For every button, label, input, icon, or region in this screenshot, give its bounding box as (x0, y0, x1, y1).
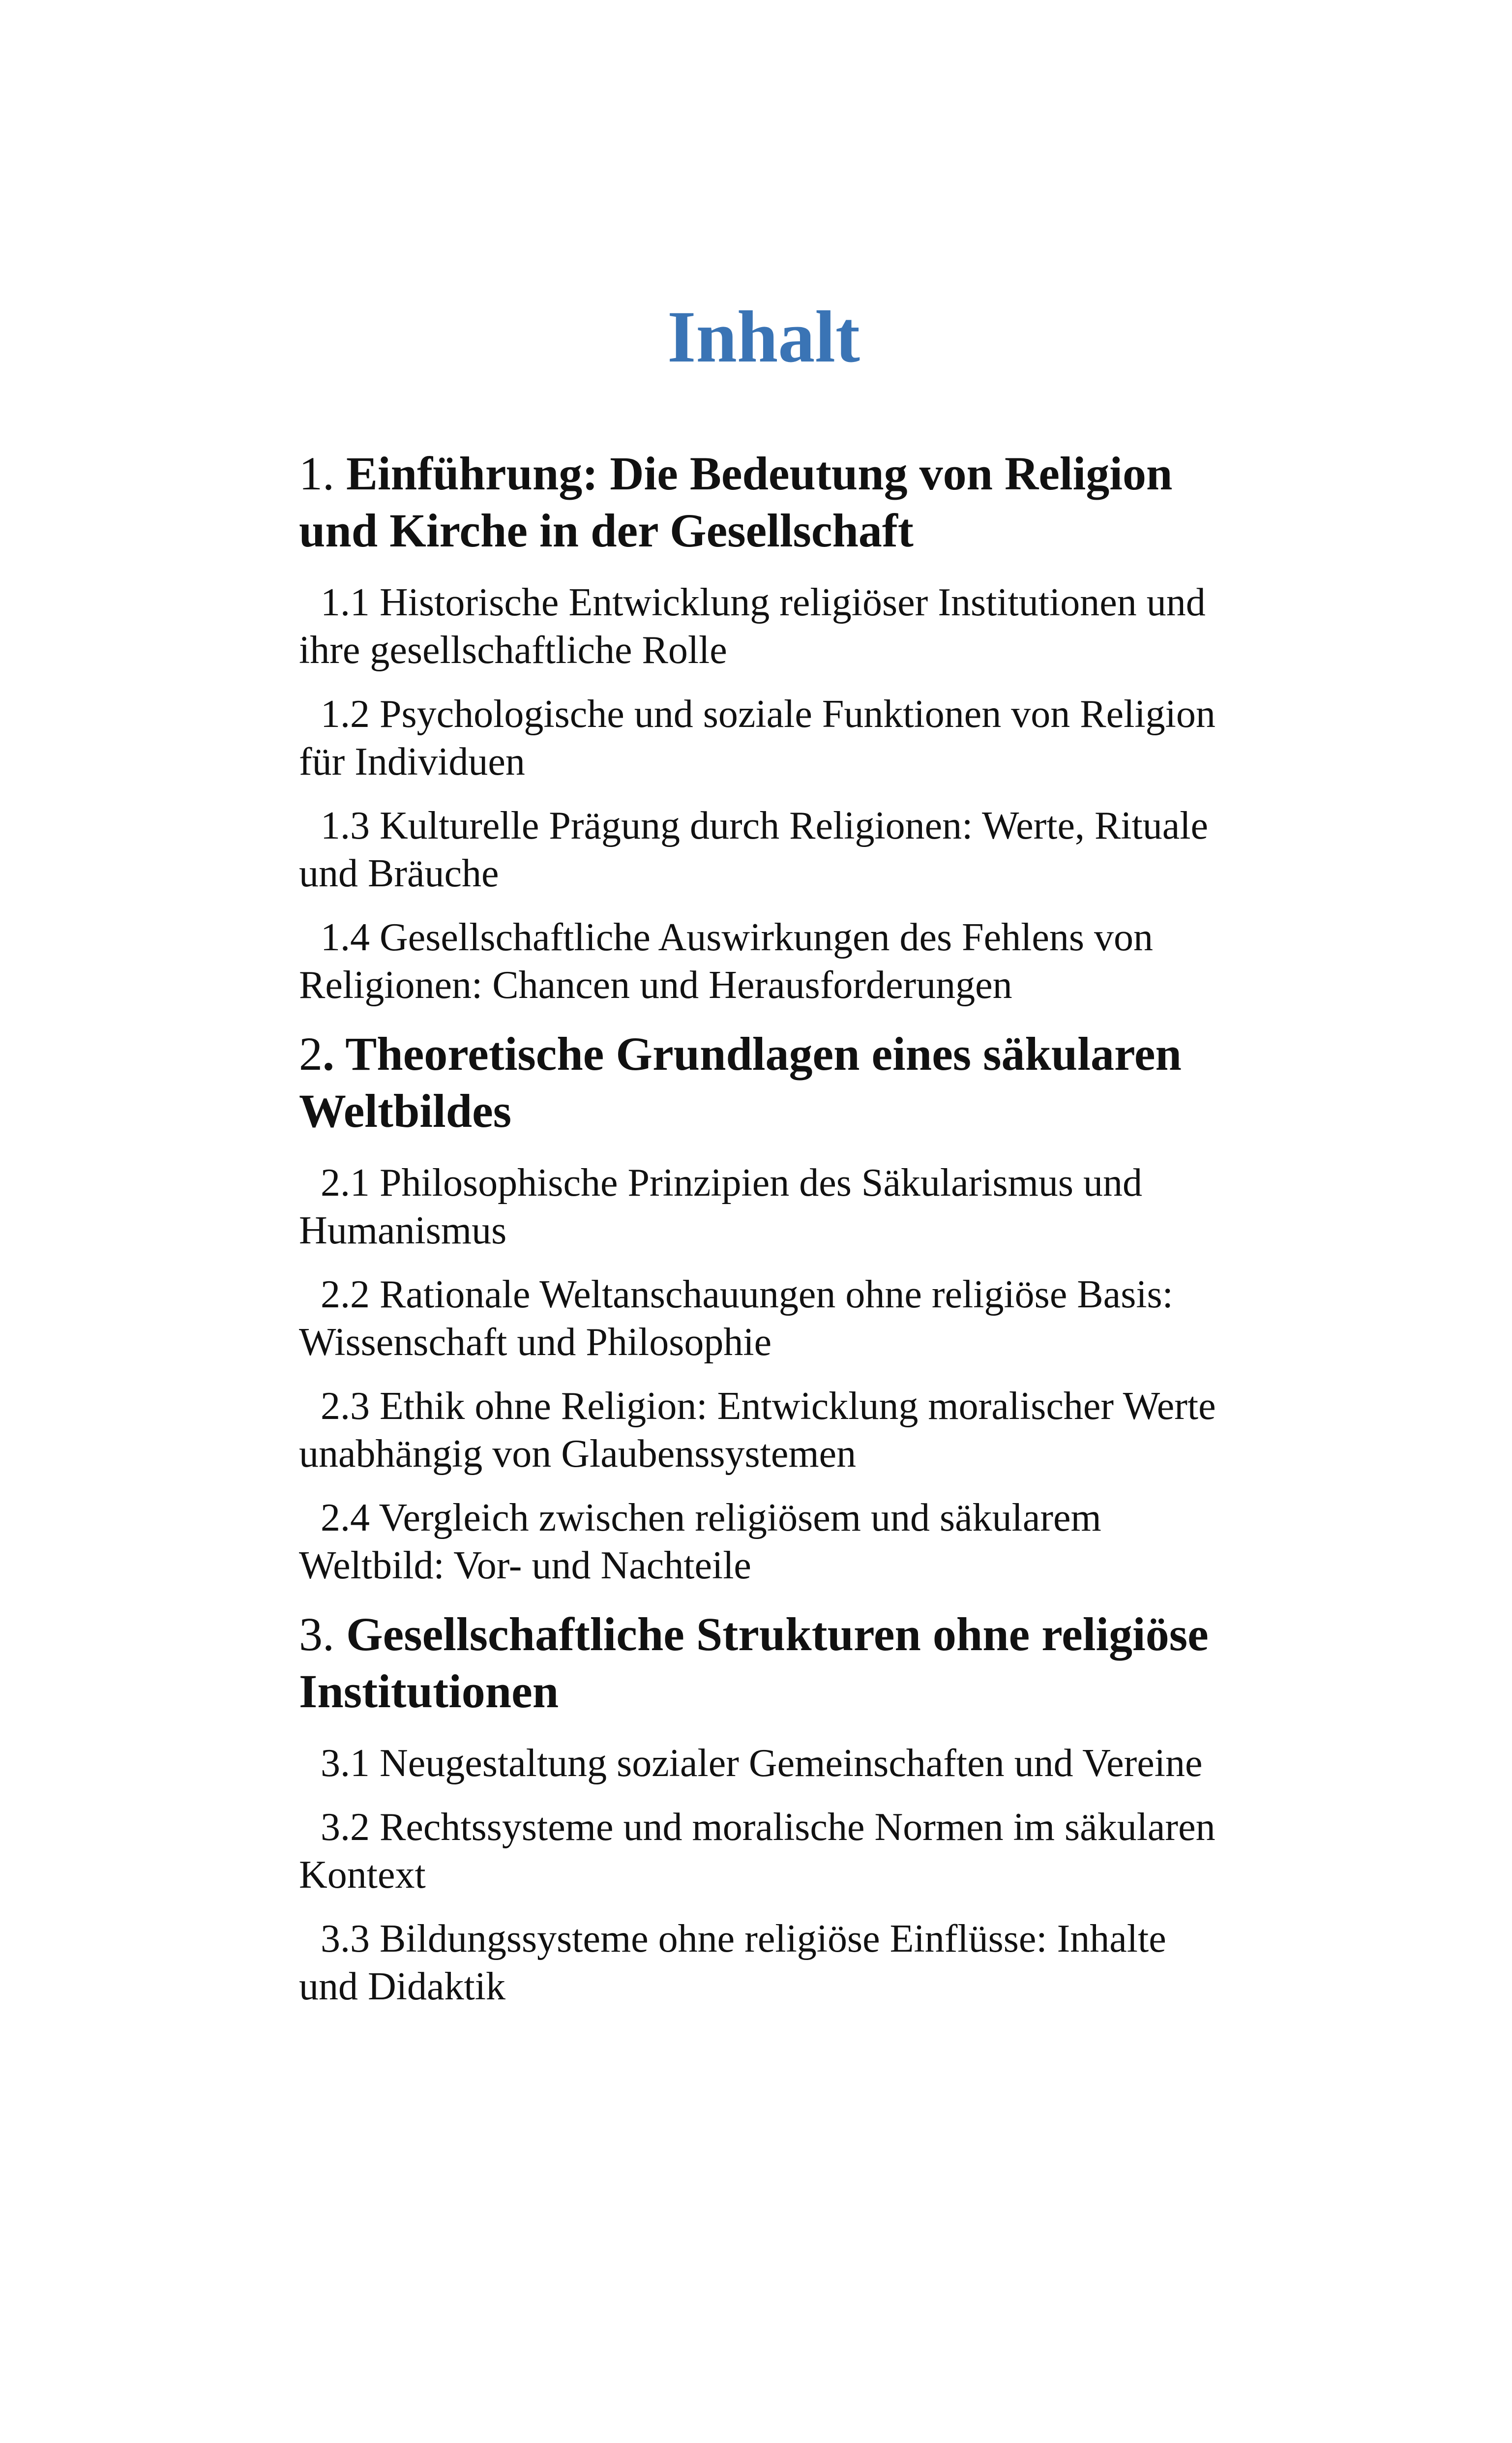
toc-entry[interactable]: 3.3 Bildungssysteme ohne religiöse Einflüsse: Inhalte und Didaktik (299, 1917, 1166, 2008)
toc-chapter-3 (299, 1606, 1233, 2011)
toc-entry[interactable]: 3.2 Rechtssysteme und moralische Normen im säkularen Kontext (299, 1806, 1216, 1897)
chapter-number: 1. (299, 447, 334, 500)
toc-entry[interactable]: 1.4 Gesellschaftliche Auswirkungen des Fehlens von Religionen: Chancen und Herausforderungen (299, 916, 1154, 1007)
toc-page (299, 295, 1233, 2027)
chapter-title: Einführung: Die Bedeutung von Religion und Kirche in der Gesellschaft (299, 447, 1173, 557)
toc-entry[interactable]: 1.1 Historische Entwicklung religiöser Institutionen und ihre gesellschaftliche Rolle (299, 581, 1206, 672)
chapter-number: 2 (299, 1027, 323, 1080)
toc-entry[interactable]: 1.3 Kulturelle Prägung durch Religionen: Werte, Rituale und Bräuche (299, 804, 1208, 895)
toc-entry[interactable]: 1.2 Psychologische und soziale Funktionen von Religion für Individuen (299, 693, 1216, 784)
chapter-title: Gesellschaftliche Strukturen ohne religiöse Institutionen (299, 1608, 1209, 1718)
chapter-heading[interactable] (299, 445, 1233, 559)
toc-chapter-2 (299, 1025, 1233, 1590)
toc-entry[interactable]: 2.2 Rationale Weltanschauungen ohne religiöse Basis: Wissenschaft und Philosophie (299, 1273, 1173, 1364)
page-title: Inhalt (667, 296, 860, 378)
toc-entry[interactable]: 3.1 Neugestaltung sozialer Gemeinschaften und Vereine (321, 1742, 1203, 1785)
chapter-heading[interactable] (299, 1025, 1233, 1140)
chapter-number: 3. (299, 1608, 334, 1660)
toc-chapter-1 (299, 445, 1233, 1009)
chapter-heading[interactable] (299, 1606, 1233, 1720)
toc-entry[interactable]: 2.4 Vergleich zwischen religiösem und säkularem Weltbild: Vor- und Nachteile (299, 1496, 1101, 1587)
toc-entry[interactable]: 2.3 Ethik ohne Religion: Entwicklung moralischer Werte unabhängig von Glaubenssystemen (299, 1385, 1216, 1476)
toc-entry[interactable]: 2.1 Philosophische Prinzipien des Säkularismus und Humanismus (299, 1161, 1143, 1252)
chapter-title: . Theoretische Grundlagen eines säkularen Weltbildes (299, 1027, 1182, 1137)
